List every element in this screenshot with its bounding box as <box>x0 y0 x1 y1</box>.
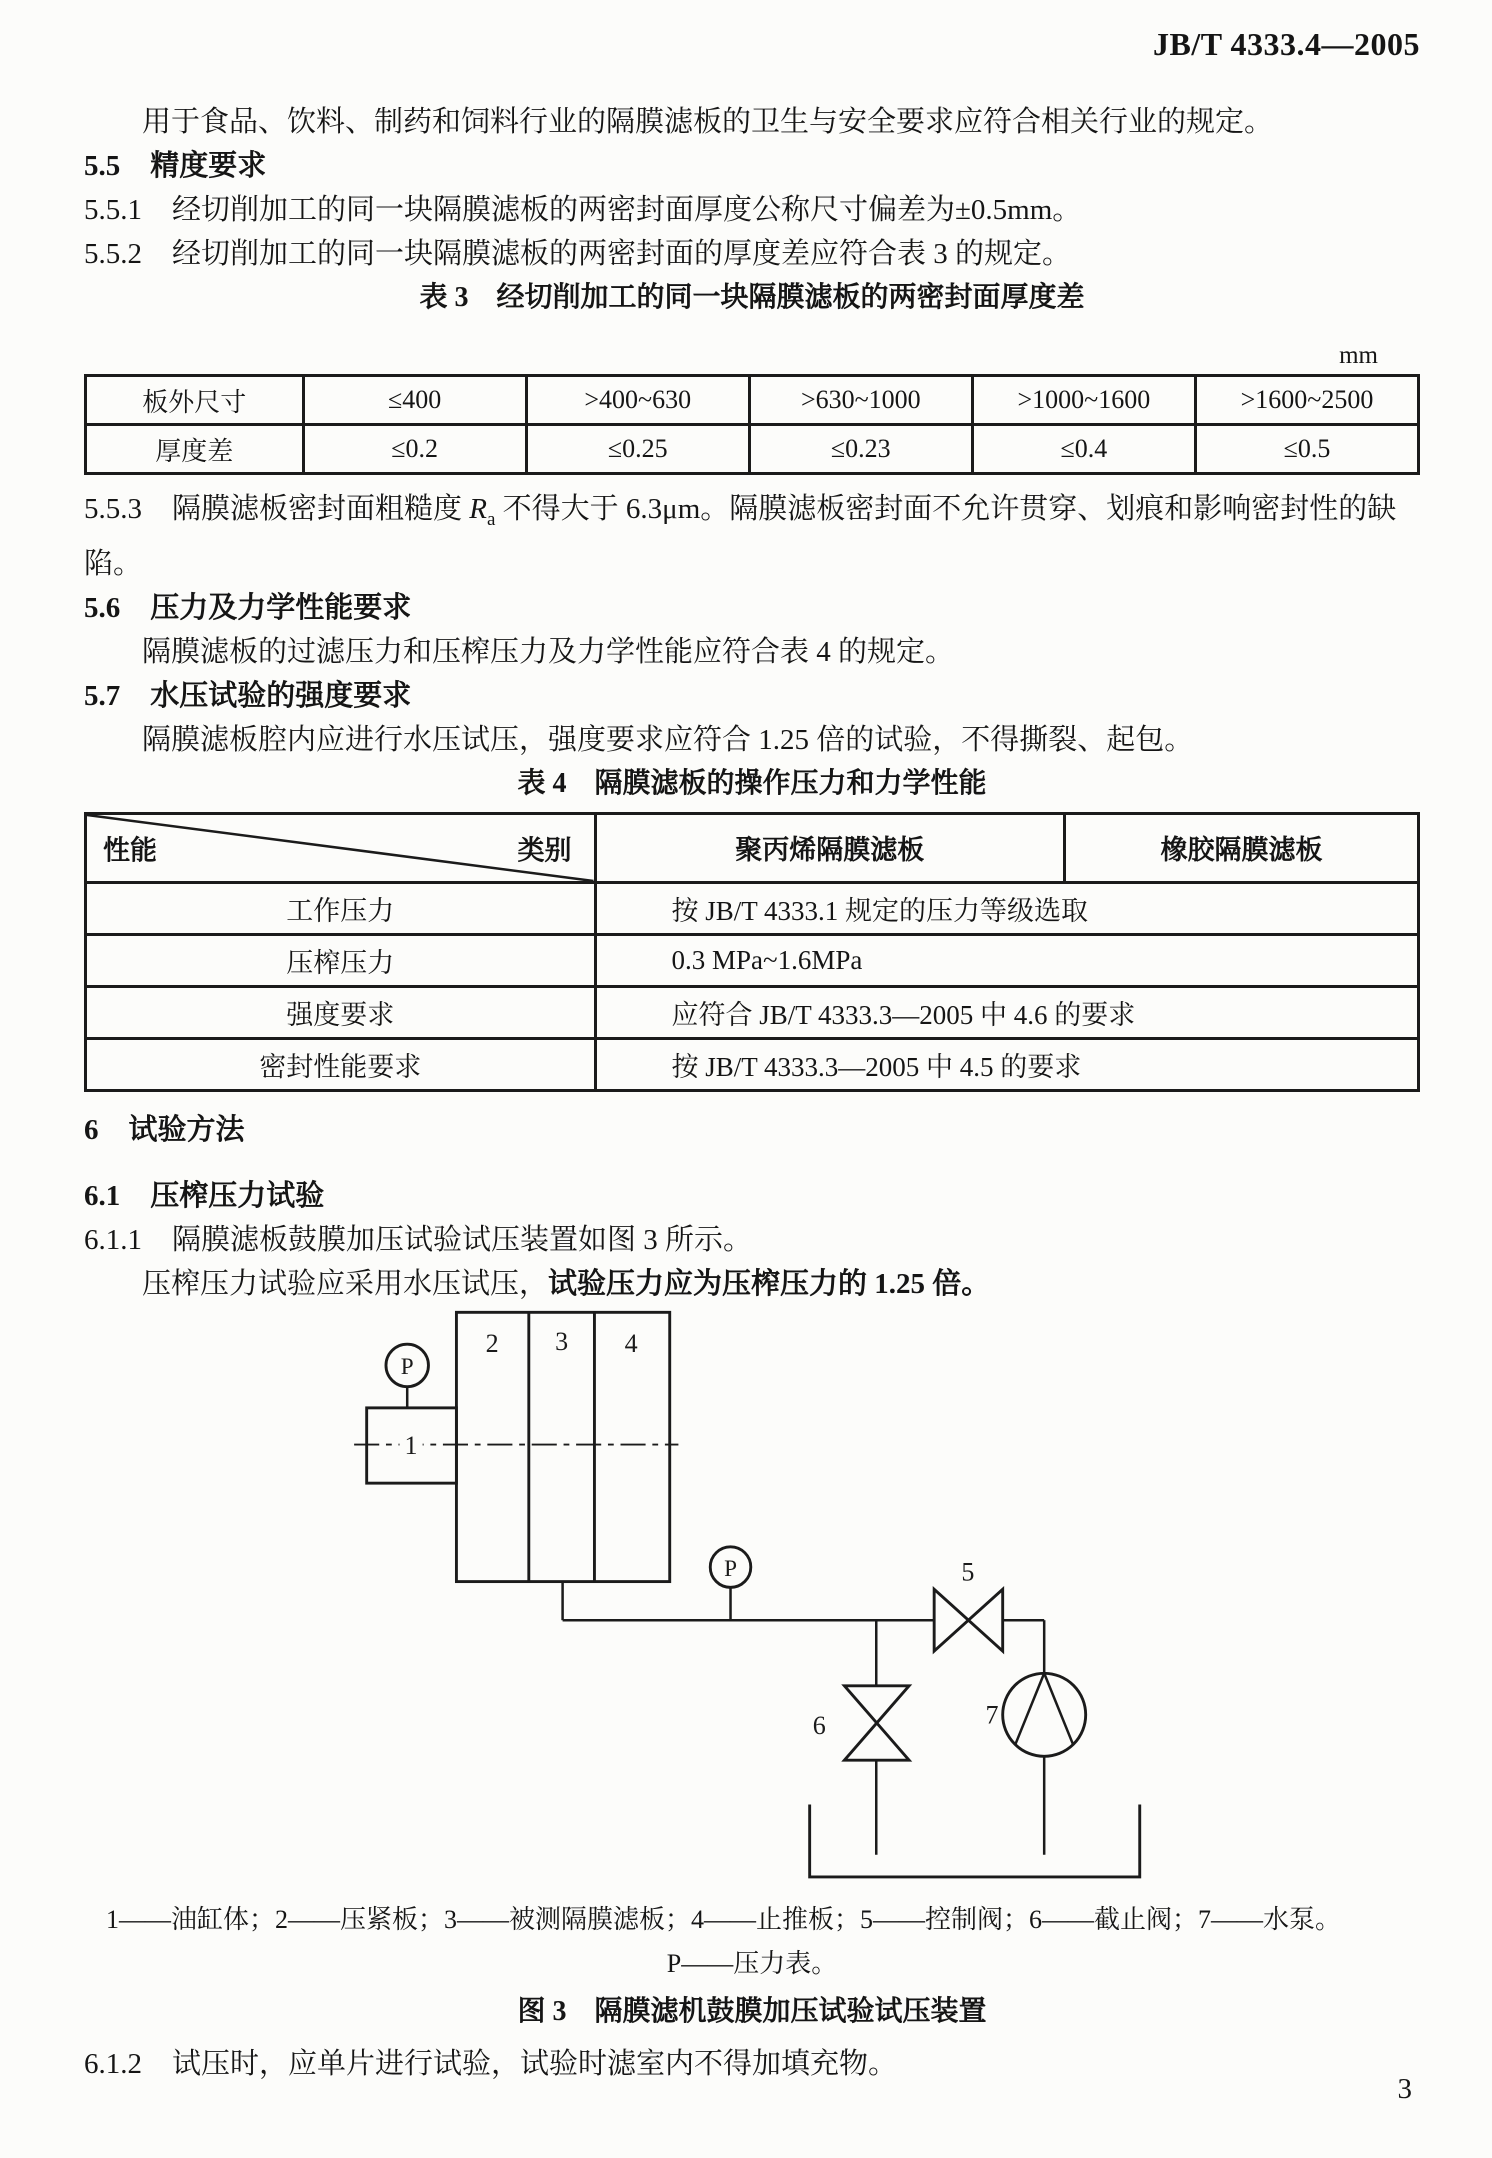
clause-number: 6.1.2 <box>84 2047 142 2080</box>
corner-label-performance: 性能 <box>103 835 157 866</box>
table4-row-value: 按 JB/T 4333.1 规定的压力等级选取 <box>595 882 1418 934</box>
gauge-label-p: P <box>400 1353 414 1380</box>
pressure-gauge-line <box>710 1547 751 1620</box>
figure3-legend: 1——油缸体；2——压紧板；3——被测隔膜滤板；4——止推板；5——控制阀；6——截止阀；7——水泵。 <box>106 1904 1342 1934</box>
clause-5-5-2 <box>84 232 1420 276</box>
heading-6-1 <box>84 1174 1420 1218</box>
clause-text: 隔膜滤板鼓膜加压试验试压装置如图 3 所示。 <box>172 1223 753 1256</box>
part-label-6: 6 <box>812 1710 826 1740</box>
table4-row-label: 强度要求 <box>86 986 596 1038</box>
clause-text: 不得大于 6.3μm。隔膜滤板密封面不允许贯穿、划痕和影响密封性的缺陷。 <box>84 493 1397 580</box>
table4-row-label: 密封性能要求 <box>86 1038 596 1090</box>
pressure-gauge-top <box>386 1344 428 1408</box>
part-label-1: 1 <box>404 1430 418 1460</box>
control-valve-icon <box>934 1589 1003 1651</box>
part-label-7: 7 <box>985 1700 999 1730</box>
clause-5-5-1 <box>84 188 1420 232</box>
clause-title: 压榨压力试验 <box>150 1179 325 1212</box>
table4-corner-cell <box>86 813 596 882</box>
roughness-symbol: R <box>469 493 487 525</box>
table4-row-label: 工作压力 <box>86 882 596 934</box>
table4-row <box>86 934 1419 986</box>
clause-title: 水压试验的强度要求 <box>150 679 412 712</box>
table-4 <box>84 812 1420 1092</box>
table3-row-tolerance <box>86 425 1419 474</box>
water-tank <box>810 1804 1140 1876</box>
table3-cell: >400~630 <box>526 376 749 425</box>
table4-row-value: 应符合 JB/T 4333.3—2005 中 4.6 的要求 <box>595 986 1418 1038</box>
table4-row <box>86 1038 1419 1090</box>
roughness-subscript: a <box>486 508 496 530</box>
table3-cell: ≤0.4 <box>972 425 1195 474</box>
gauge-label-p: P <box>724 1555 737 1582</box>
table3-cell: >1000~1600 <box>972 376 1195 425</box>
para-text-bold: 试验压力应为压榨压力的 1.25 倍。 <box>548 1267 991 1300</box>
page-number: 3 <box>1397 2073 1412 2105</box>
table4-row <box>86 882 1419 934</box>
table3-caption: 表 3 经切削加工的同一块隔膜滤板的两密封面厚度差 <box>419 282 1085 313</box>
clause-5-5-3 <box>84 487 1420 586</box>
table3-unit: mm <box>1339 342 1378 369</box>
clause-number: 5.5.1 <box>84 194 142 226</box>
figure3-legend-gauge: P——压力表。 <box>666 1948 838 1978</box>
clause-title: 试验方法 <box>128 1113 245 1146</box>
clause-text: 经切削加工的同一块隔膜滤板的两密封面的厚度差应符合表 3 的规定。 <box>172 238 1072 270</box>
para-intro: 用于食品、饮料、制药和饲料行业的隔膜滤板的卫生与安全要求应符合相关行业的规定。 <box>142 106 1274 138</box>
clause-number: 6.1.1 <box>84 1223 142 1256</box>
table3-cell: ≤0.23 <box>749 425 972 474</box>
para-text: 压榨压力试验应采用水压试压， <box>142 1267 549 1300</box>
table3-cell: >1600~2500 <box>1195 376 1418 425</box>
water-pump-icon <box>1003 1673 1086 1756</box>
clause-title: 压力及力学性能要求 <box>150 591 412 624</box>
table4-row-value: 0.3 MPa~1.6MPa <box>595 934 1418 986</box>
heading-5-6 <box>84 586 1420 630</box>
table4-col-header: 橡胶隔膜滤板 <box>1065 813 1419 882</box>
table4-row <box>86 986 1419 1038</box>
part-label-3: 3 <box>555 1326 569 1356</box>
part-label-5: 5 <box>961 1557 975 1587</box>
clause-text: 经切削加工的同一块隔膜滤板的两密封面厚度公称尺寸偏差为±0.5mm。 <box>172 194 1082 226</box>
table3-cell: 厚度差 <box>86 425 304 474</box>
para-5-6: 隔膜滤板的过滤压力和压榨压力及力学性能应符合表 4 的规定。 <box>142 635 955 668</box>
para-6-1-1 <box>84 1262 1420 1306</box>
table3-cell: >630~1000 <box>749 376 972 425</box>
table-3 <box>84 374 1420 475</box>
corner-label-category: 类别 <box>517 835 572 866</box>
heading-5-5 <box>84 144 1420 188</box>
figure3-caption: 图 3 隔膜滤机鼓膜加压试验试压装置 <box>517 1995 987 2027</box>
table4-header-row <box>86 813 1419 882</box>
standard-code: JB/T 4333.4—2005 <box>1153 26 1420 62</box>
clause-number: 5.5.3 <box>84 493 142 525</box>
clause-title: 精度要求 <box>150 150 267 182</box>
pump-vane <box>1044 1673 1073 1744</box>
clause-number: 5.6 <box>84 591 121 624</box>
part-label-4: 4 <box>624 1328 638 1358</box>
clause-6-1-2 <box>84 2042 1420 2086</box>
clause-number: 5.5.2 <box>84 238 142 270</box>
table3-cell: ≤0.5 <box>1195 425 1418 474</box>
clause-text: 隔膜滤板密封面粗糙度 <box>172 493 470 525</box>
clause-text: 试压时，应单片进行试验，试验时滤室内不得加填充物。 <box>172 2047 898 2080</box>
clause-number: 6.1 <box>84 1179 121 1212</box>
table3-cell: ≤400 <box>303 376 526 425</box>
heading-6 <box>84 1108 1420 1152</box>
clause-number: 5.7 <box>84 679 121 712</box>
pump-vane <box>1015 1673 1044 1744</box>
table3-row-sizes <box>86 376 1419 425</box>
table4-caption: 表 4 隔膜滤板的操作压力和力学性能 <box>517 767 987 799</box>
stop-valve-icon <box>844 1686 909 1760</box>
clause-number: 6 <box>84 1113 99 1146</box>
table3-cell: 板外尺寸 <box>86 376 304 425</box>
table4-row-label: 压榨压力 <box>86 934 596 986</box>
heading-5-7 <box>84 674 1420 718</box>
table4-row-value: 按 JB/T 4333.3—2005 中 4.5 的要求 <box>595 1038 1418 1090</box>
table3-cell: ≤0.25 <box>526 425 749 474</box>
figure3-diagram <box>330 1308 1160 1888</box>
table4-col-header: 聚丙烯隔膜滤板 <box>595 813 1065 882</box>
clause-number: 5.5 <box>84 150 121 182</box>
table3-cell: ≤0.2 <box>303 425 526 474</box>
clause-6-1-1 <box>84 1218 1420 1262</box>
part-label-2: 2 <box>485 1328 499 1358</box>
para-5-7: 隔膜滤板腔内应进行水压试压，强度要求应符合 1.25 倍的试验，不得撕裂、起包。 <box>142 723 1194 756</box>
